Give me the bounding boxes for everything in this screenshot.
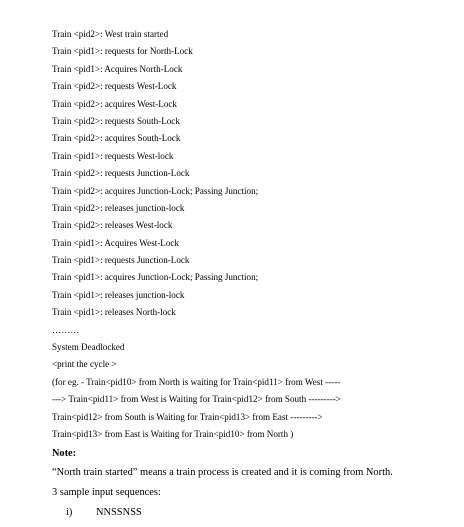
cycle-example-line: (for eg. - Train<pid10> from North is waiting for Train<pid11> from West ----- [52,376,341,387]
cycle-example-line: ---> Train<pid11> from West is Waiting for Train<pid12> from South ---------> [52,394,341,405]
log-line: Train <pid1>: requests for North-Lock [52,46,193,57]
sample-sequence: NNSSNSS [96,507,142,518]
log-line: Train <pid2>: releases junction-lock [52,202,185,213]
log-line: Train <pid2>: requests Junction-Lock [52,168,190,179]
log-line: Train <pid1>: acquires Junction-Lock; Passing Junction; [52,272,259,283]
note-heading: Note: [52,448,77,459]
sample-marker: i) [66,507,73,518]
log-line: Train <pid1>: Acquires West-Lock [52,237,179,248]
execution-log [52,26,341,443]
print-cycle-line: <print the cycle > [52,359,117,370]
log-line: Train <pid1>: releases North-lock [52,307,176,318]
log-line: Train <pid1>: requests Junction-Lock [52,255,190,266]
log-line: Train <pid2>: West train started [52,29,169,39]
log-line: Train <pid2>: acquires West-Lock [52,98,177,109]
sample-list-item [66,506,142,520]
cycle-example-line: Train<pid12> from South is Waiting for Train<pid13> from East ---------> [52,411,323,422]
cycle-example-line: Train<pid13> from East is Waiting for Train<pid10> from North ) [52,428,294,439]
log-line: Train <pid1>: releases junction-lock [52,289,185,300]
log-line: Train <pid1>: requests West-lock [52,150,174,161]
log-line: Train <pid2>: acquires Junction-Lock; Passing Junction; [52,185,259,196]
log-line: Train <pid2>: acquires South-Lock [52,133,181,144]
log-line: Train <pid2>: releases West-lock [52,220,173,231]
samples-intro: 3 sample input sequences: [52,487,161,498]
deadlock-status-line: System Deadlocked [52,342,125,353]
log-line: Train <pid2>: requests West-Lock [52,81,177,92]
note-body: “North train started” means a train process is created and it is coming from North. [52,467,393,478]
log-line: Train <pid1>: Acquires North-Lock [52,63,183,74]
log-line: Train <pid2>: requests South-Lock [52,115,180,126]
ellipsis-line: ……… [52,324,80,335]
